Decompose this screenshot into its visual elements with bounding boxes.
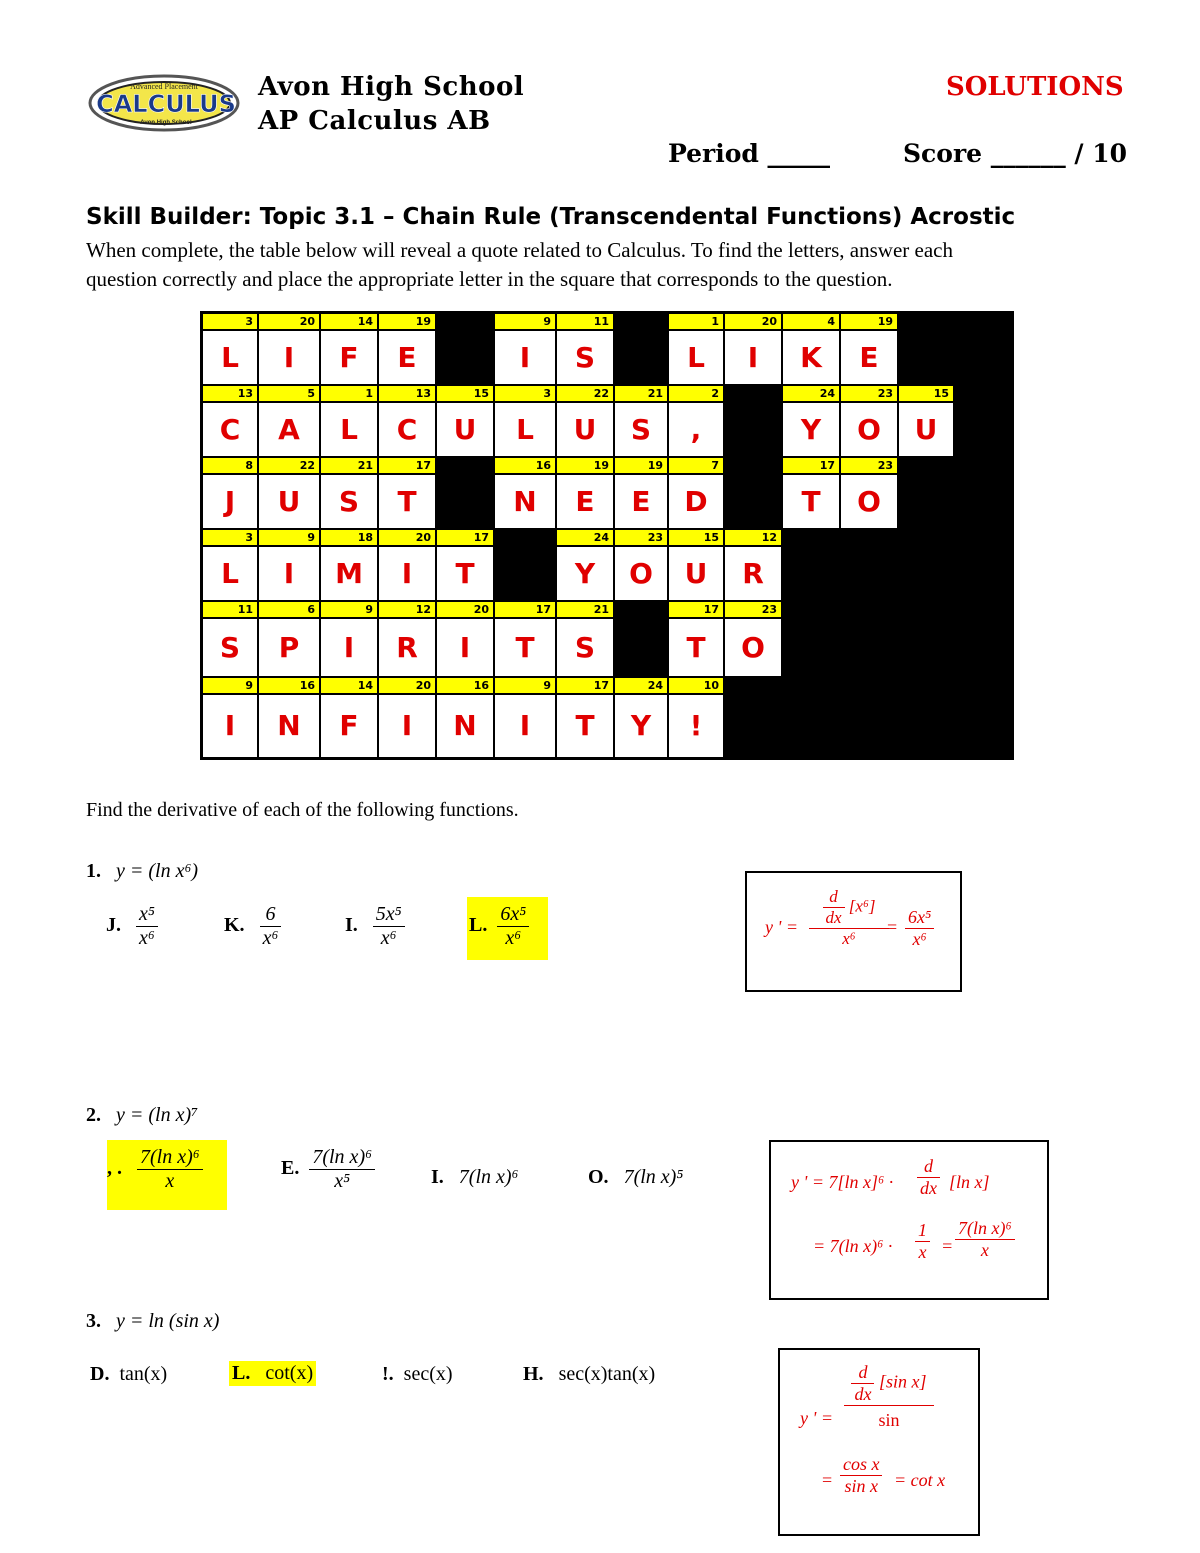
grid-letter: I bbox=[378, 546, 436, 601]
grid-number: 17 bbox=[782, 457, 840, 474]
grid-letter: K bbox=[782, 330, 840, 385]
grid-letter: C bbox=[378, 402, 436, 457]
svg-text:Avon High School: Avon High School bbox=[140, 120, 192, 126]
choice-e[interactable] bbox=[281, 1146, 375, 1193]
grid-number: 14 bbox=[320, 677, 378, 694]
grid-number: 13 bbox=[378, 385, 436, 402]
grid-number: 6 bbox=[258, 601, 320, 618]
grid-letter: E bbox=[840, 330, 898, 385]
choice-d[interactable] bbox=[90, 1363, 167, 1386]
grid-number: 4 bbox=[782, 313, 840, 330]
grid-letter: S bbox=[556, 618, 614, 677]
grid-number: 11 bbox=[556, 313, 614, 330]
answer-x: x bbox=[918, 1242, 927, 1262]
grid-letter: I bbox=[320, 618, 378, 677]
grid-letter: A bbox=[258, 402, 320, 457]
choice-text: 7(ln x)⁶ bbox=[458, 1166, 519, 1188]
choice-i[interactable] bbox=[345, 903, 405, 950]
grid-letter: T bbox=[436, 546, 494, 601]
grid-number: 20 bbox=[724, 313, 782, 330]
question-function: y = (ln x)⁷ bbox=[116, 1104, 199, 1126]
choice-letter: D. bbox=[90, 1363, 110, 1385]
choice-letter: I. bbox=[431, 1166, 444, 1188]
solutions-label: SOLUTIONS bbox=[946, 72, 1124, 102]
grid-number: 22 bbox=[258, 457, 320, 474]
question-3-prompt bbox=[86, 1310, 219, 1333]
answer-dx: dx bbox=[825, 908, 842, 927]
choice-o[interactable] bbox=[588, 1166, 683, 1189]
grid-number: 16 bbox=[494, 457, 556, 474]
grid-letter: O bbox=[724, 618, 782, 677]
grid-letter: T bbox=[668, 618, 724, 677]
grid-letter: I bbox=[258, 546, 320, 601]
grid-letter: P bbox=[258, 618, 320, 677]
grid-number: 11 bbox=[202, 601, 258, 618]
answer-equals: = bbox=[822, 1470, 833, 1490]
grid-number: 21 bbox=[320, 457, 378, 474]
grid-number: 23 bbox=[840, 385, 898, 402]
grid-number: 14 bbox=[320, 313, 378, 330]
grid-number: 7 bbox=[668, 457, 724, 474]
grid-number: 22 bbox=[556, 385, 614, 402]
choice-numerator: 7(ln x)⁶ bbox=[309, 1146, 375, 1170]
choice-numerator: 6x⁵ bbox=[497, 903, 529, 927]
answer-bracket: [sin x] bbox=[878, 1371, 927, 1392]
choice-letter: K. bbox=[224, 914, 245, 937]
choice-letter: L. bbox=[469, 914, 488, 937]
grid-number: 15 bbox=[898, 385, 954, 402]
question-number: 3. bbox=[86, 1310, 101, 1332]
grid-letter: I bbox=[494, 330, 556, 385]
grid-letter: U bbox=[898, 402, 954, 457]
choice-text: cot(x) bbox=[265, 1362, 314, 1384]
school-name: Avon High School bbox=[258, 72, 525, 102]
grid-number: 19 bbox=[614, 457, 668, 474]
grid-number: 12 bbox=[378, 601, 436, 618]
grid-number: 21 bbox=[614, 385, 668, 402]
grid-letter: I bbox=[202, 694, 258, 758]
grid-letter: E bbox=[556, 474, 614, 529]
grid-letter: I bbox=[494, 694, 556, 758]
grid-number: 18 bbox=[320, 529, 378, 546]
grid-letter: I bbox=[378, 694, 436, 758]
grid-letter: O bbox=[840, 474, 898, 529]
answer-lhs: y ' = bbox=[765, 917, 798, 937]
answer-cos: cos x bbox=[840, 1454, 882, 1476]
instructions: Find the derivative of each of the following functions. bbox=[86, 799, 519, 821]
question-2-prompt bbox=[86, 1104, 198, 1127]
grid-number: 1 bbox=[320, 385, 378, 402]
grid-number: 8 bbox=[202, 457, 258, 474]
grid-letter: L bbox=[320, 402, 378, 457]
answer-line-2a: = 7(ln x)⁶ · bbox=[813, 1236, 893, 1256]
answer-line-1a: y ' = 7[ln x]⁶ · bbox=[791, 1172, 894, 1192]
grid-number: 16 bbox=[258, 677, 320, 694]
acrostic-grid bbox=[200, 311, 1014, 760]
grid-number: 3 bbox=[494, 385, 556, 402]
choice-text: tan(x) bbox=[119, 1363, 168, 1385]
grid-number: 20 bbox=[258, 313, 320, 330]
grid-number: 24 bbox=[556, 529, 614, 546]
grid-number: 2 bbox=[668, 385, 724, 402]
answer-result-numerator: 6x⁵ bbox=[905, 907, 934, 929]
grid-letter: F bbox=[320, 330, 378, 385]
choice-letter: !. bbox=[382, 1363, 394, 1385]
grid-letter: D bbox=[668, 474, 724, 529]
grid-number: 24 bbox=[782, 385, 840, 402]
choice-letter: L. bbox=[232, 1362, 251, 1384]
choice-letter: E. bbox=[281, 1157, 300, 1180]
choice-numerator: 5x⁵ bbox=[373, 903, 405, 927]
grid-letter: I bbox=[258, 330, 320, 385]
grid-letter: L bbox=[668, 330, 724, 385]
grid-letter: U bbox=[556, 402, 614, 457]
choice-numerator: 7(ln x)⁶ bbox=[137, 1146, 203, 1170]
grid-letter: E bbox=[378, 330, 436, 385]
grid-number: 1 bbox=[668, 313, 724, 330]
grid-letter: N bbox=[494, 474, 556, 529]
grid-letter: F bbox=[320, 694, 378, 758]
grid-letter: N bbox=[258, 694, 320, 758]
answer-equals: = bbox=[941, 1236, 954, 1256]
answer-sin: sin x bbox=[844, 1476, 878, 1496]
grid-number: 19 bbox=[378, 313, 436, 330]
answer-dx: dx bbox=[920, 1178, 937, 1198]
answer-result-denominator: x bbox=[980, 1240, 989, 1260]
grid-letter: T bbox=[378, 474, 436, 529]
grid-number: 3 bbox=[202, 313, 258, 330]
period-field: Period _____ bbox=[668, 139, 831, 168]
answer-result: = cot x bbox=[894, 1470, 946, 1490]
grid-number: 17 bbox=[494, 601, 556, 618]
choice-letter: I. bbox=[345, 914, 358, 937]
choice-denominator: x bbox=[165, 1170, 175, 1192]
grid-letter: T bbox=[494, 618, 556, 677]
choice-text: sec(x)tan(x) bbox=[558, 1363, 656, 1385]
choice-text: 7(ln x)⁵ bbox=[623, 1166, 684, 1188]
choice-l-correct[interactable] bbox=[467, 897, 548, 960]
grid-letter: , bbox=[668, 402, 724, 457]
choice-l-correct[interactable] bbox=[229, 1361, 316, 1386]
choice-letter: , . bbox=[107, 1157, 122, 1180]
grid-number: 10 bbox=[668, 677, 724, 694]
answer-d: d bbox=[823, 887, 845, 908]
grid-letter: O bbox=[840, 402, 898, 457]
question-function: y = (ln x⁶) bbox=[116, 860, 199, 882]
answer-d: d bbox=[851, 1362, 874, 1384]
grid-letter: J bbox=[202, 474, 258, 529]
grid-letter: O bbox=[614, 546, 668, 601]
choice-denominator: x⁶ bbox=[380, 927, 397, 949]
grid-number: 15 bbox=[668, 529, 724, 546]
grid-letter: S bbox=[202, 618, 258, 677]
answer-d: d bbox=[917, 1156, 940, 1178]
grid-number: 9 bbox=[494, 313, 556, 330]
answer-result-numerator: 7(ln x)⁶ bbox=[955, 1218, 1015, 1240]
choice-denominator: x⁵ bbox=[334, 1170, 351, 1192]
choice-exclaim[interactable] bbox=[382, 1363, 453, 1386]
grid-letter: S bbox=[614, 402, 668, 457]
grid-letter: U bbox=[258, 474, 320, 529]
choice-j[interactable] bbox=[106, 903, 158, 950]
grid-number: 9 bbox=[202, 677, 258, 694]
grid-number: 9 bbox=[320, 601, 378, 618]
score-field: Score ______ / 10 bbox=[903, 139, 1128, 168]
choice-numerator: x⁵ bbox=[136, 903, 158, 927]
answer-bracket: [x⁶] bbox=[848, 896, 876, 916]
answer-box-2 bbox=[769, 1140, 1049, 1300]
answer-dx: dx bbox=[854, 1384, 872, 1404]
choice-denominator: x⁶ bbox=[139, 927, 155, 949]
choice-denominator: x⁶ bbox=[262, 927, 279, 949]
grid-number: 24 bbox=[614, 677, 668, 694]
grid-letter: R bbox=[378, 618, 436, 677]
grid-number: 13 bbox=[202, 385, 258, 402]
grid-number: 17 bbox=[378, 457, 436, 474]
grid-letter: I bbox=[724, 330, 782, 385]
svg-text:CALCULUS: CALCULUS bbox=[96, 90, 236, 118]
choice-numerator: 6 bbox=[260, 903, 282, 927]
choice-letter: O. bbox=[588, 1166, 609, 1188]
grid-letter: Y bbox=[782, 402, 840, 457]
svg-text:Advanced Placement: Advanced Placement bbox=[130, 82, 198, 91]
answer-box-1 bbox=[745, 871, 962, 992]
grid-letter: U bbox=[436, 402, 494, 457]
answer-denominator: x⁶ bbox=[842, 929, 856, 948]
grid-letter: ! bbox=[668, 694, 724, 758]
grid-letter: S bbox=[320, 474, 378, 529]
question-1-prompt bbox=[86, 860, 198, 883]
grid-number: 20 bbox=[436, 601, 494, 618]
grid-letter: U bbox=[668, 546, 724, 601]
answer-equals: = bbox=[887, 917, 898, 937]
choice-denominator: x⁶ bbox=[505, 927, 522, 949]
grid-number: 23 bbox=[724, 601, 782, 618]
grid-number: 17 bbox=[436, 529, 494, 546]
grid-number: 9 bbox=[494, 677, 556, 694]
question-number: 1. bbox=[86, 860, 101, 882]
choice-text: sec(x) bbox=[403, 1363, 453, 1385]
grid-number: 23 bbox=[840, 457, 898, 474]
grid-letter: L bbox=[494, 402, 556, 457]
grid-letter: C bbox=[202, 402, 258, 457]
grid-letter: S bbox=[556, 330, 614, 385]
grid-number: 15 bbox=[436, 385, 494, 402]
grid-number: 12 bbox=[724, 529, 782, 546]
choice-h[interactable] bbox=[523, 1363, 655, 1386]
grid-letter: E bbox=[614, 474, 668, 529]
grid-number: 3 bbox=[202, 529, 258, 546]
grid-letter: M bbox=[320, 546, 378, 601]
grid-number: 20 bbox=[378, 529, 436, 546]
question-number: 2. bbox=[86, 1104, 101, 1126]
grid-number: 19 bbox=[840, 313, 898, 330]
choice-i[interactable] bbox=[431, 1166, 519, 1189]
grid-number: 9 bbox=[258, 529, 320, 546]
question-function: y = ln (sin x) bbox=[116, 1310, 220, 1332]
grid-letter: Y bbox=[614, 694, 668, 758]
answer-line-1b: [ln x] bbox=[949, 1172, 990, 1192]
answer-denominator: sin bbox=[878, 1410, 900, 1430]
grid-letter: L bbox=[202, 546, 258, 601]
intro-line-2: question correctly and place the appropriate letter in the square that corresponds to the question. bbox=[86, 267, 893, 291]
grid-number: 17 bbox=[556, 677, 614, 694]
grid-number: 23 bbox=[614, 529, 668, 546]
grid-letter: R bbox=[724, 546, 782, 601]
choice-letter: J. bbox=[106, 914, 121, 937]
answer-one: 1 bbox=[915, 1220, 930, 1242]
grid-letter: Y bbox=[556, 546, 614, 601]
grid-number: 19 bbox=[556, 457, 614, 474]
grid-number: 21 bbox=[556, 601, 614, 618]
grid-letter: L bbox=[202, 330, 258, 385]
grid-letter: T bbox=[556, 694, 614, 758]
grid-letter: I bbox=[436, 618, 494, 677]
course-name: AP Calculus AB bbox=[258, 106, 491, 136]
grid-number: 5 bbox=[258, 385, 320, 402]
choice-letter: H. bbox=[523, 1363, 544, 1385]
answer-box-3 bbox=[778, 1348, 980, 1536]
answer-lhs: y ' = bbox=[800, 1408, 833, 1428]
choice-k[interactable] bbox=[224, 903, 281, 950]
page-title: Skill Builder: Topic 3.1 – Chain Rule (Transcendental Functions) Acrostic bbox=[86, 204, 1016, 230]
choice-comma-correct[interactable] bbox=[107, 1140, 227, 1210]
grid-number: 17 bbox=[668, 601, 724, 618]
grid-number: 20 bbox=[378, 677, 436, 694]
grid-letter: N bbox=[436, 694, 494, 758]
intro-line-1: When complete, the table below will reveal a quote related to Calculus. To find the letters, answer each bbox=[86, 238, 953, 262]
calculus-logo bbox=[86, 72, 244, 134]
grid-letter: T bbox=[782, 474, 840, 529]
grid-number: 16 bbox=[436, 677, 494, 694]
answer-result-denominator: x⁶ bbox=[912, 929, 927, 949]
